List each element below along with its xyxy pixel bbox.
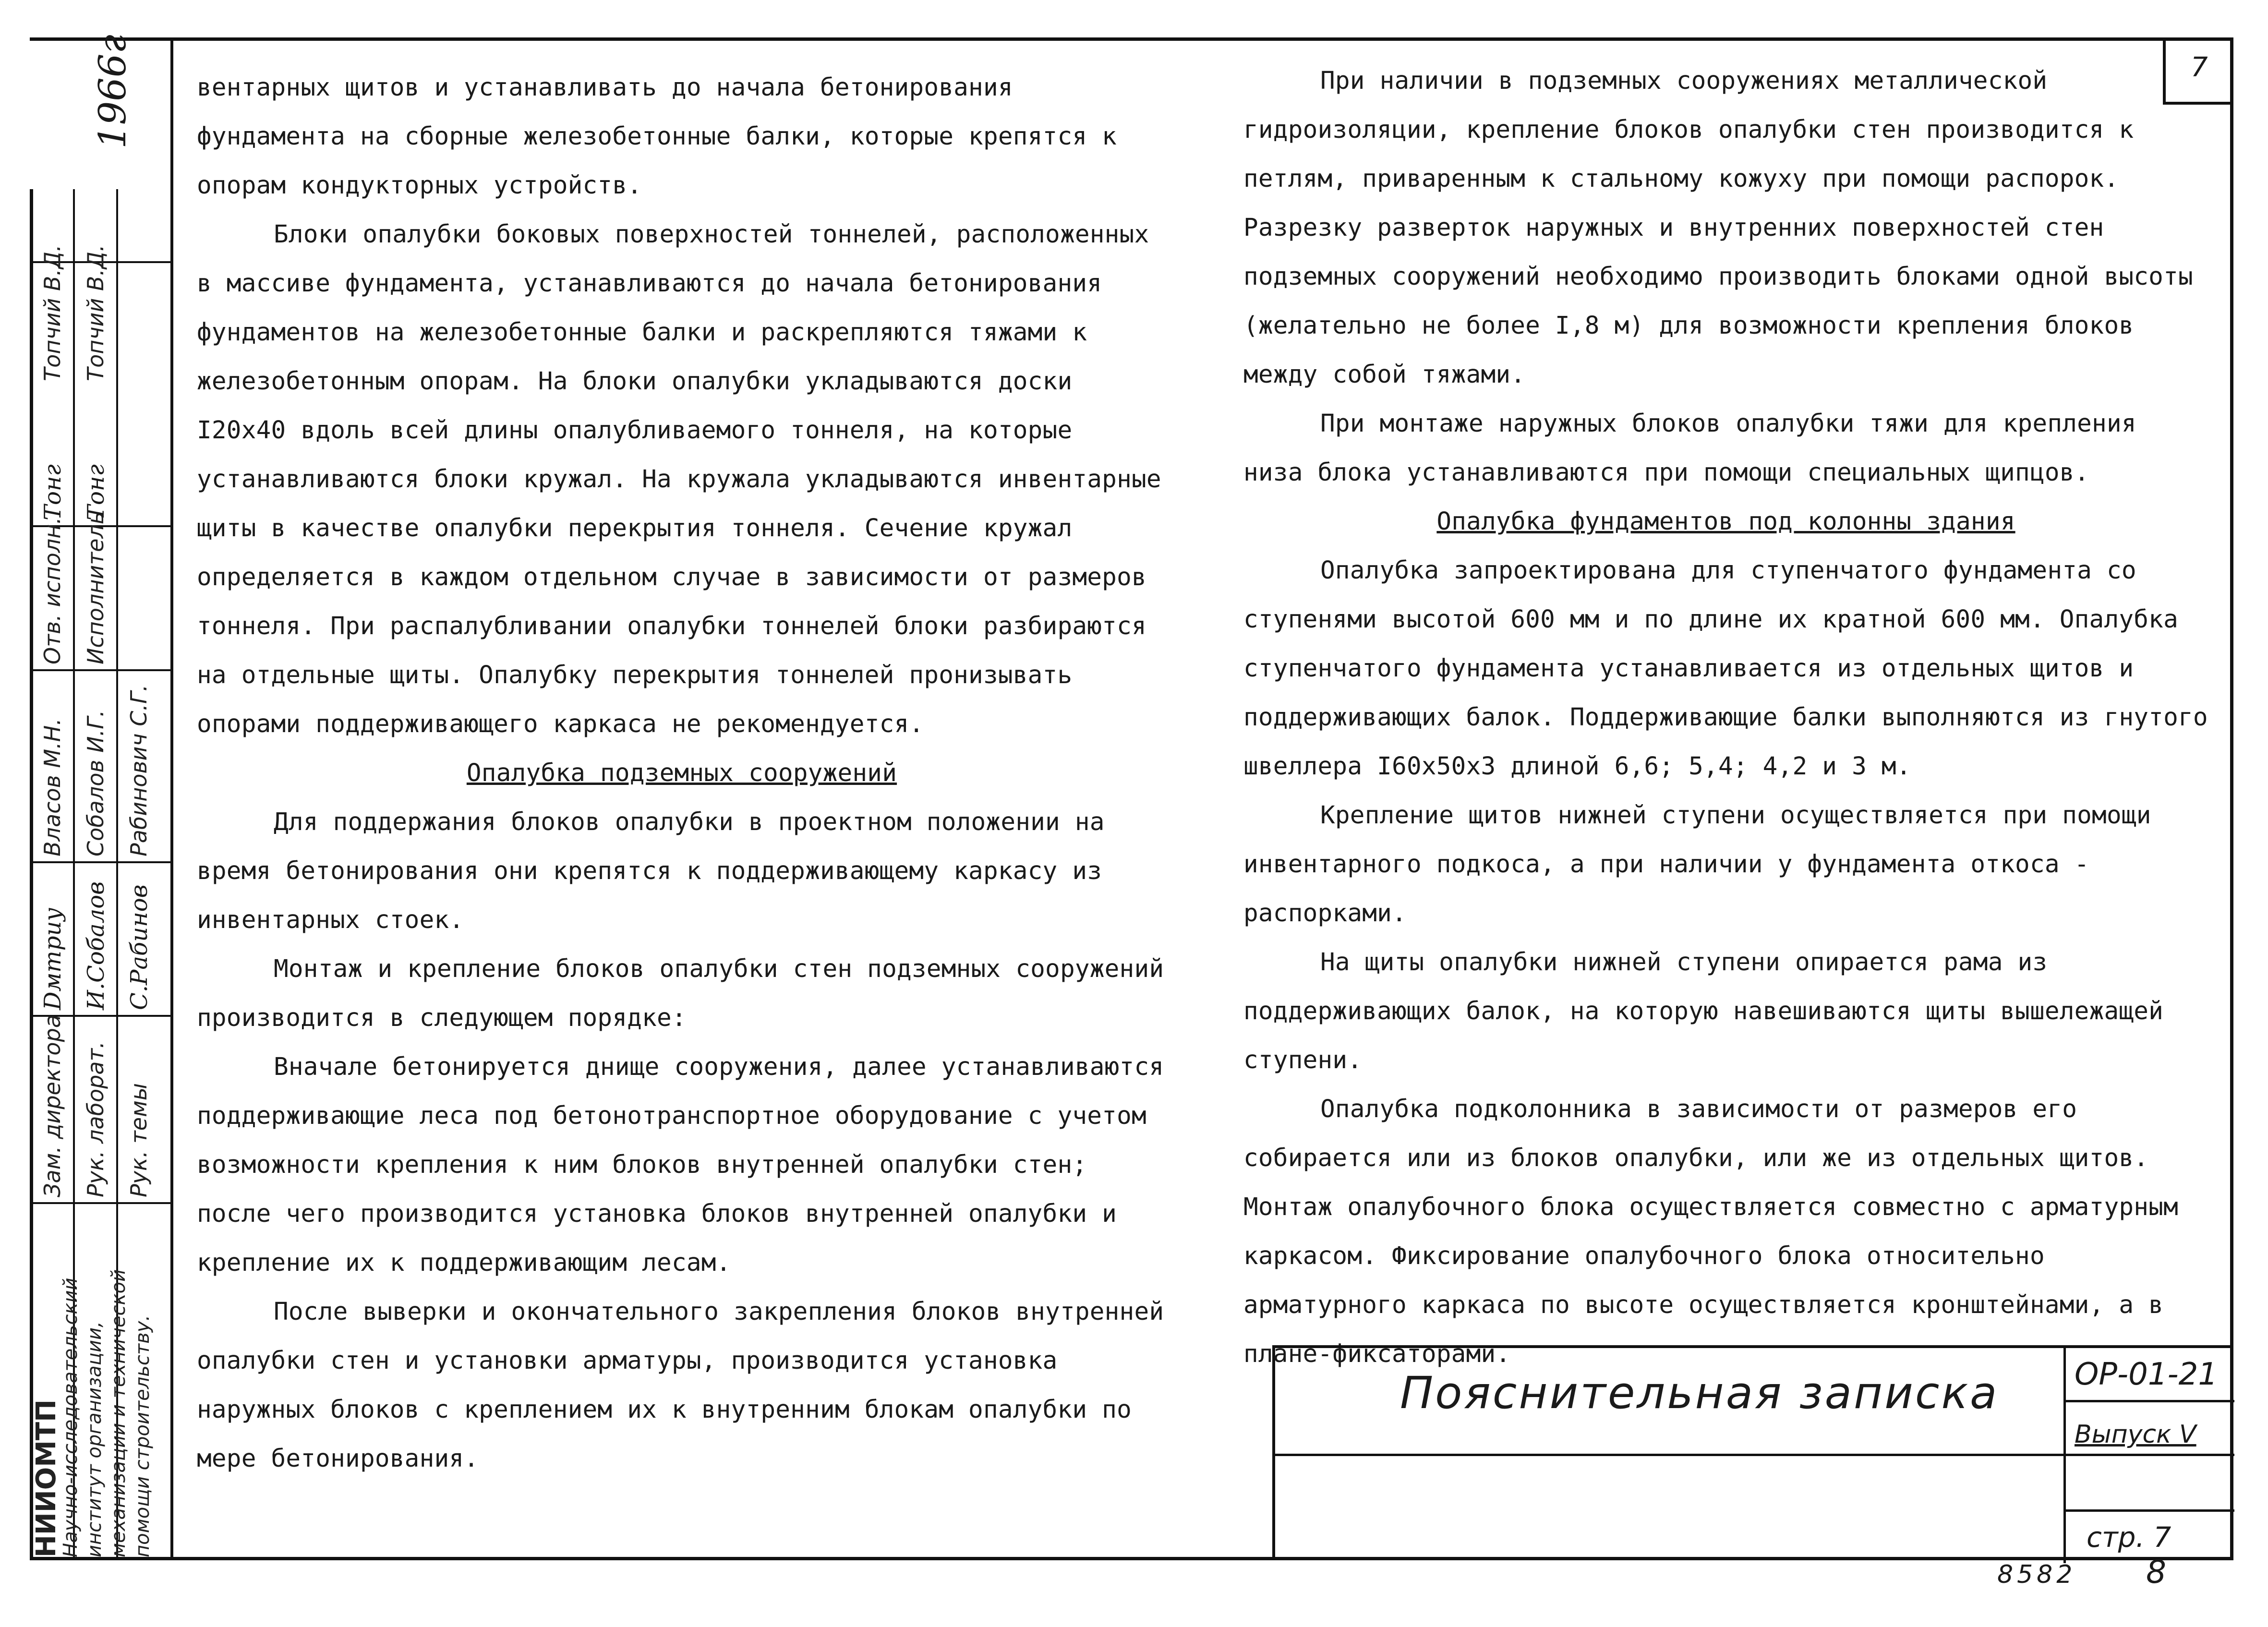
paragraph: На щиты опалубки нижней ступени опирается рама из поддерживающих балок, на которую навешиваются щиты вышележащей ступени. (1243, 948, 2164, 1074)
section-heading: Опалубка подземных сооружений (466, 759, 897, 787)
paragraph: Крепление щитов нижней ступени осуществляется при помощи инвентарного подкоса, а при наличии у фундамента откоса - распорками. (1243, 801, 2151, 928)
org-line: механизации и технической (108, 1269, 130, 1557)
right-text-column (1243, 57, 2208, 1379)
stamp-divider (2063, 1400, 2234, 1402)
role-deputy-director: Зам. директора (39, 1014, 65, 1197)
stamp-title: Пояснительная записка (1400, 1367, 1999, 1419)
section-heading: Опалубка фундаментов под колонны здания (1436, 507, 2015, 536)
frame-inner-border (170, 37, 173, 1560)
stamp-divider (2063, 1509, 2234, 1512)
paragraph: Вначале бетонируется днище сооружения, далее устанавливаются поддерживающие леса под бетонотранспортное оборудование с учетом возможности крепления к ним блоков внутренней опалубки стен; после чего производится установка блоков внутренней опалубки и крепление их к поддерживающим лесам. (197, 1053, 1164, 1277)
stamp-divider (1275, 1454, 2234, 1456)
org-line: институт организации, (84, 1321, 106, 1557)
name-rabinovich: Рабинович С.Г. (126, 684, 152, 856)
document-year: 1966г (91, 35, 134, 149)
paragraph: Опалубка запроектирована для ступенчатого фундамента со ступенями высотой 600 мм и по длине их кратной 600 мм. Опалубка ступенчатого фундамента устанавливается из отдельных щитов и поддерживающих балок. Поддерживающие балки выполняются из гнутого швеллера I60x50x3 длиной 6,6; 5,4; 4,2 и 3 м. (1243, 556, 2208, 781)
inventory-number: 8582 (1997, 1560, 2076, 1589)
signature-image: С.Рабинов (126, 884, 153, 1010)
paragraph: Для поддержания блоков опалубки в проектном положении на время бетонирования они крепятся к поддерживающему каркасу из инвентарных стоек. (197, 808, 1105, 934)
signature-image: Тонг (83, 464, 109, 520)
signature-image: Dмmрuy (39, 908, 66, 1010)
title-stamp (1272, 1345, 2232, 1560)
stamp-code: ОР-01-21 (2075, 1357, 2218, 1392)
paragraph: Монтаж опалубочного блока осуществляется совместно с арматурным каркасом. Фиксирование опалубочного блока относительно арматурного каркаса по высоте осуществляется кронштейнами, а в плане-фиксаторами. (1243, 1193, 2178, 1368)
title-block (30, 189, 170, 1560)
left-text-column (197, 63, 1167, 1483)
role-executor: Исполнитель (83, 511, 109, 664)
paragraph: При монтаже наружных блоков опалубки тяжи для крепления низа блока устанавливаются при помощи специальных щипцов. (1243, 410, 2136, 487)
frame-top-border (30, 37, 2233, 41)
org-line: помощи строительству. (132, 1314, 154, 1557)
paragraph: При наличии в подземных сооружениях металлической гидроизоляции, крепление блоков опалубки стен производится к петлям, приваренным к стальному кожуху при помощи распорок. Разрезку разверток наружных и внутренних поверхностей стен подземных сооружений необходимо производить блоками одной высоты (желательно не более I,8 м) для возможности крепления блоков между собой тяжами. (1243, 67, 2193, 389)
paragraph: После выверки и окончательного закрепления блоков внутренней опалубки стен и установки арматуры, производится установка наружных блоков с креплением их к внутренним блокам опалубки по мере бетонирования. (197, 1298, 1164, 1473)
stamp-issue: Выпуск V (2075, 1420, 2196, 1449)
signature-image: И.Собалов (83, 881, 109, 1010)
name-vlasov: Власов М.Н. (39, 718, 65, 856)
org-line: Научно-исследовательский (60, 1277, 82, 1557)
paragraph: Блоки опалубки боковых поверхностей тоннелей, расположенных в массиве фундамента, устанавливаются до начала бетонирования фундаментов на железобетонные балки и раскрепляются тяжами к железобетонным опорам. На блоки опалубки укладываются доски I20x40 вдоль всей длины опалубливаемого тоннеля, на которые устанавливаются блоки кружал. На кружала укладываются инвентарные щиты в качестве опалубки перекрытия тоннеля. Сечение кружал определяется в каждом отдельном случае в зависимости от размеров тоннеля. При распалубливании опалубки тоннелей блоки разбираются на отдельные щиты. Опалубку перекрытия тоннелей пронизывать опорами поддерживающего каркаса не рекомендуется. (197, 220, 1161, 738)
paragraph: Монтаж и крепление блоков опалубки стен подземных сооружений производится в следующем порядке: (197, 955, 1164, 1032)
title-block-row-line (30, 669, 170, 671)
org-name: НИИОМТП (31, 1399, 62, 1557)
name-sobalov: Собалов И.Г. (83, 710, 109, 856)
name-topchiy: Топчий В.Д. (83, 244, 109, 381)
role-lab-head: Рук. лаборат. (83, 1041, 109, 1197)
role-responsible-executor: Отв. исполн. (39, 517, 65, 664)
name-topchiy: Топчий В.Д. (39, 244, 65, 381)
signature-image: Тонг (39, 464, 66, 520)
org-block (31, 1269, 155, 1557)
paragraph: Опалубка подколонника в зависимости от размеров его собирается или из блоков опалубки, или же из отдельных щитов. (1243, 1095, 2149, 1172)
role-topic-head: Рук. темы (126, 1083, 152, 1197)
page-number: 7 (2191, 52, 2208, 83)
frame-right-border (2230, 37, 2233, 1560)
title-block-row-line (30, 861, 170, 863)
stamp-sheet: стр. 7 (2087, 1521, 2171, 1554)
title-block-row-line (30, 1202, 170, 1204)
paragraph: вентарных щитов и устанавливать до начала бетонирования фундамента на сборные железобетонные балки, которые крепятся к опорам кондукторных устройств. (197, 73, 1117, 200)
footer-page-number: 8 (2146, 1554, 2166, 1591)
